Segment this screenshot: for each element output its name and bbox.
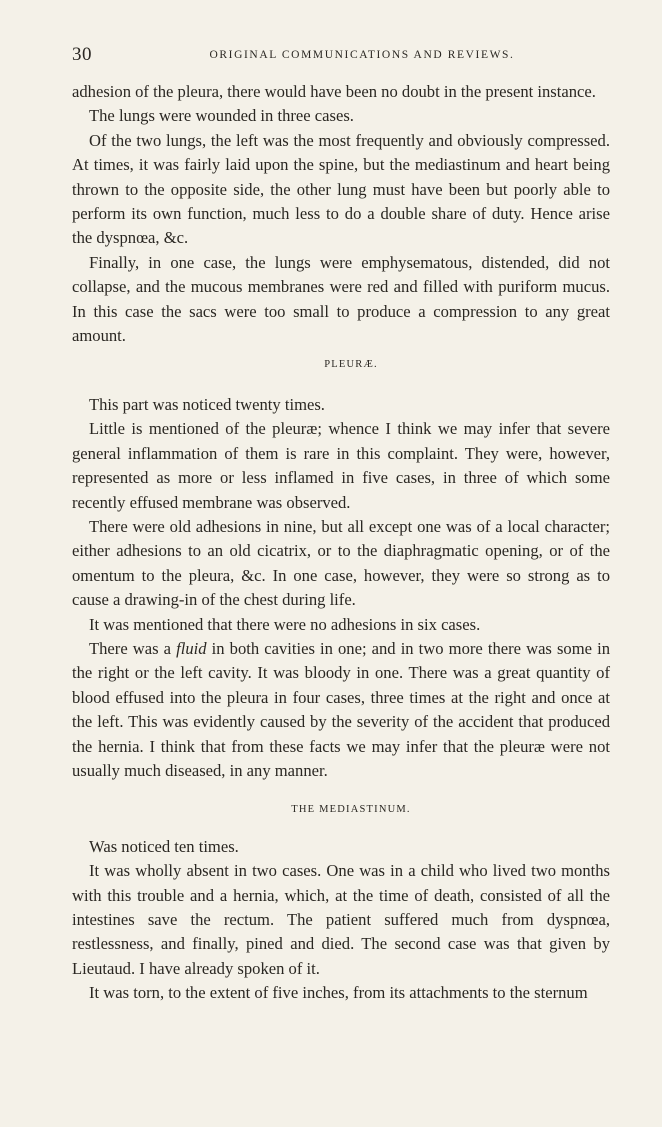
paragraph: It was mentioned that there were no adhesions in six cases. (89, 614, 481, 634)
paragraph-fluid (72, 637, 610, 783)
paragraph: It was wholly absent in two cases. One was in a child who lived two months with this trouble and a hernia, which, at the time of death, consisted of all the intestines save the rectum. The patient suffered much from dyspnœa, restlessness, and finally, pined and died. The second case was that given by Lieutaud. I have already spoken of it. (72, 861, 610, 978)
paragraph: Was noticed ten times. (89, 836, 239, 856)
page-number: 30 (72, 44, 92, 65)
paragraph: Finally, in one case, the lungs were emphysematous, distended, did not collapse, and the mucous membranes were red and filled with puriform mucus. In this case the sacs were too small to produce a compression to any great amount. (72, 252, 610, 346)
paragraph: The lungs were wounded in three cases. (89, 106, 354, 126)
text-run: in both cavities in one; and in two more there was some in the right or the left cavity. It was bloody in one. There was a great quantity of blood effused into the pleura in four cases, three times at the right and once at the left. This was evidently caused by the severity of the accident that produced the hernia. I think that from these facts we may infer that the pleuræ were not usually much diseased, in any manner. (72, 638, 610, 780)
section-heading-pleurae: PLEURÆ. (324, 359, 378, 371)
paragraph: It was torn, to the extent of five inches, from its attachments to the sternum (89, 983, 588, 1003)
paragraph: adhesion of the pleura, there would have been no doubt in the present instance. (72, 82, 596, 101)
text-run: There was a (89, 638, 177, 658)
paragraph: There were old adhesions in nine, but all except one was of a local character; either adhesions to an old cicatrix, or to the diaphragmatic opening, or of the omentum to the pleura, &c. In one case, however, they were so strong as to cause a drawing-in of the chest during life. (72, 516, 610, 610)
paragraph: This part was noticed twenty times. (89, 394, 325, 414)
body-text (72, 80, 610, 1006)
running-head-title: ORIGINAL COMMUNICATIONS AND REVIEWS. (209, 49, 515, 61)
running-head (72, 44, 612, 64)
section-heading-mediastinum: THE MEDIASTINUM. (291, 804, 411, 816)
paragraph: Of the two lungs, the left was the most frequently and obviously compressed. At times, it was fairly laid upon the spine, but the mediastinum and heart being thrown to the opposite side, the other lung must have been but poorly able to perform its own function, much less to do a double share of duty. Hence arise the dyspnœa, &c. (72, 130, 610, 248)
paragraph: Little is mentioned of the pleuræ; whence I think we may infer that severe general inflammation of them is rare in this complaint. They were, however, represented as more or less inflamed in five cases, in three of which some recently effused membrane was observed. (72, 419, 610, 512)
emphasis-fluid: fluid (176, 638, 207, 658)
